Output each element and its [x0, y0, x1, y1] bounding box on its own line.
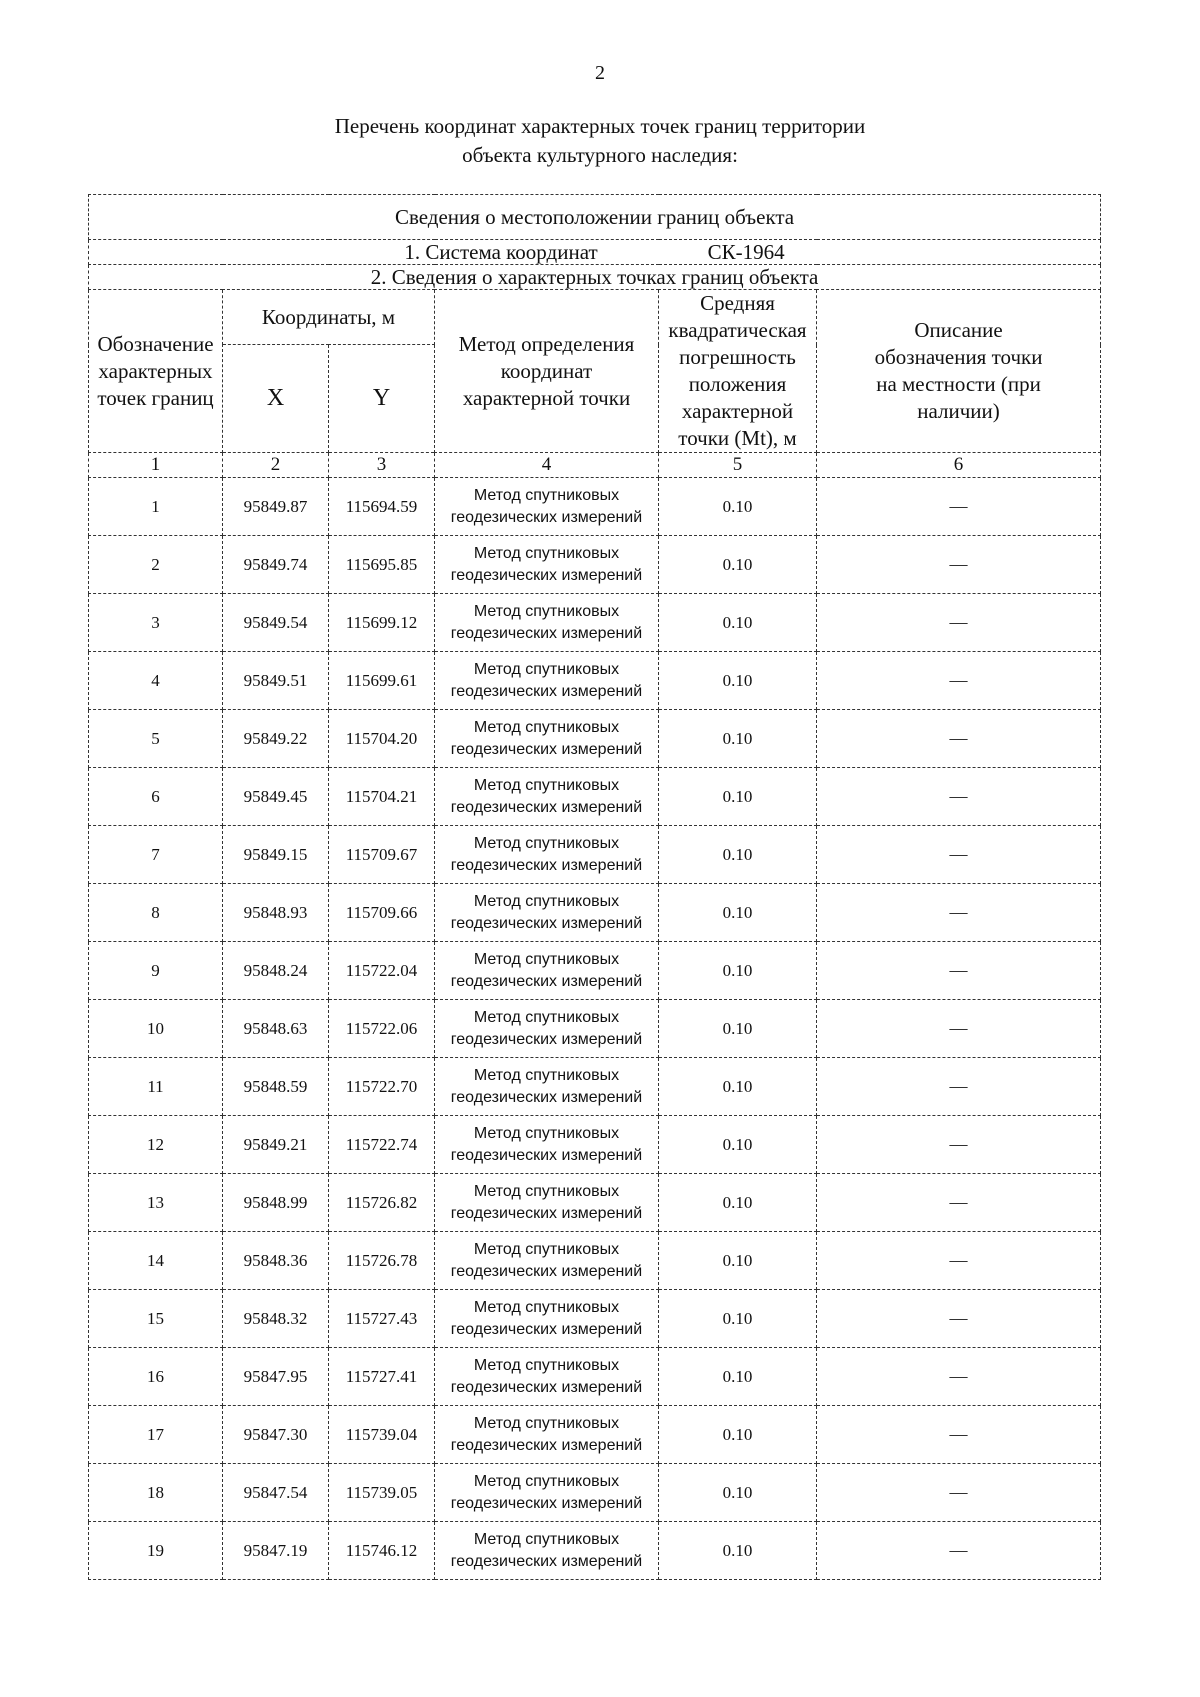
- table-row: [89, 942, 1101, 1000]
- column-number: 5: [659, 453, 817, 478]
- column-number: 1: [89, 453, 223, 478]
- mean-square-error: 0.10: [659, 1116, 817, 1174]
- method-cell: [435, 478, 659, 536]
- table-row: [89, 1522, 1101, 1580]
- method-line: Метод спутниковых: [473, 1298, 620, 1316]
- coordinate-system-value: СК-1964: [707, 240, 785, 264]
- method-line: геодезических измерений: [450, 1146, 643, 1164]
- column-number: 2: [223, 453, 329, 478]
- header-coordinates: Координаты, м: [223, 290, 435, 345]
- header-line: Метод определения: [458, 331, 635, 356]
- mean-square-error: 0.10: [659, 942, 817, 1000]
- coordinate-system-label: 1. Система координат: [404, 240, 598, 264]
- mean-square-error: 0.10: [659, 768, 817, 826]
- method-line: Метод спутниковых: [473, 834, 620, 852]
- coordinates-table: [88, 194, 1101, 1580]
- header-designation: [89, 290, 223, 453]
- header-line: Обозначение: [97, 331, 214, 356]
- point-description: —: [817, 1406, 1101, 1464]
- method-cell: [435, 652, 659, 710]
- method-line: геодезических измерений: [450, 740, 643, 758]
- point-description: —: [817, 1058, 1101, 1116]
- method-line: геодезических измерений: [450, 798, 643, 816]
- point-description: —: [817, 1116, 1101, 1174]
- mean-square-error: 0.10: [659, 710, 817, 768]
- mean-square-error: 0.10: [659, 1522, 817, 1580]
- coord-y: 115727.43: [329, 1290, 435, 1348]
- coord-y: 115722.04: [329, 942, 435, 1000]
- point-number: 12: [89, 1116, 223, 1174]
- method-line: Метод спутниковых: [473, 486, 620, 504]
- method-line: геодезических измерений: [450, 508, 643, 526]
- table-row: [89, 536, 1101, 594]
- mean-square-error: 0.10: [659, 536, 817, 594]
- point-number: 11: [89, 1058, 223, 1116]
- point-number: 1: [89, 478, 223, 536]
- header-line: обозначения точки: [874, 345, 1043, 369]
- point-number: 3: [89, 594, 223, 652]
- point-description: —: [817, 1522, 1101, 1580]
- method-line: геодезических измерений: [450, 856, 643, 874]
- table-row: [89, 1116, 1101, 1174]
- column-number: 4: [435, 453, 659, 478]
- method-line: геодезических измерений: [450, 1494, 643, 1512]
- table-row: [89, 652, 1101, 710]
- mean-square-error: 0.10: [659, 1406, 817, 1464]
- coord-x: 95849.45: [223, 768, 329, 826]
- method-line: Метод спутниковых: [473, 1356, 620, 1374]
- point-number: 2: [89, 536, 223, 594]
- point-description: —: [817, 594, 1101, 652]
- table-row: [89, 1000, 1101, 1058]
- point-description: —: [817, 1464, 1101, 1522]
- method-cell: [435, 1348, 659, 1406]
- coord-x: 95849.15: [223, 826, 329, 884]
- method-line: геодезических измерений: [450, 1204, 643, 1222]
- coord-y: 115722.06: [329, 1000, 435, 1058]
- point-number: 6: [89, 768, 223, 826]
- table-row: [89, 826, 1101, 884]
- method-line: геодезических измерений: [450, 624, 643, 642]
- mean-square-error: 0.10: [659, 478, 817, 536]
- table-row: [89, 1348, 1101, 1406]
- point-number: 13: [89, 1174, 223, 1232]
- table-caption: Сведения о местоположении границ объекта: [89, 195, 1101, 240]
- method-line: геодезических измерений: [450, 972, 643, 990]
- table-row: [89, 1290, 1101, 1348]
- method-line: Метод спутниковых: [473, 544, 620, 562]
- coord-y: 115726.78: [329, 1232, 435, 1290]
- method-line: геодезических измерений: [450, 914, 643, 932]
- header-line: Описание: [914, 318, 1003, 342]
- coord-x: 95848.36: [223, 1232, 329, 1290]
- mean-square-error: 0.10: [659, 1290, 817, 1348]
- coord-y: 115746.12: [329, 1522, 435, 1580]
- coord-x: 95847.30: [223, 1406, 329, 1464]
- point-number: 14: [89, 1232, 223, 1290]
- method-cell: [435, 884, 659, 942]
- method-line: Метод спутниковых: [473, 1414, 620, 1432]
- point-description: —: [817, 768, 1101, 826]
- coord-x: 95848.63: [223, 1000, 329, 1058]
- header-line: точек границ: [97, 385, 214, 410]
- method-cell: [435, 1174, 659, 1232]
- point-number: 15: [89, 1290, 223, 1348]
- coord-x: 95847.54: [223, 1464, 329, 1522]
- header-line: характерной: [681, 399, 794, 423]
- coord-x: 95848.32: [223, 1290, 329, 1348]
- coord-x: 95848.59: [223, 1058, 329, 1116]
- method-cell: [435, 710, 659, 768]
- header-y: Y: [329, 345, 435, 453]
- method-line: Метод спутниковых: [473, 1472, 620, 1490]
- header-line: квадратическая: [668, 318, 807, 342]
- page-number: 2: [595, 62, 605, 84]
- method-line: Метод спутниковых: [473, 1124, 620, 1142]
- coord-y: 115727.41: [329, 1348, 435, 1406]
- method-line: Метод спутниковых: [473, 776, 620, 794]
- table-row: [89, 1058, 1101, 1116]
- method-line: геодезических измерений: [450, 1320, 643, 1338]
- header-line: положения: [688, 372, 787, 396]
- method-line: Метод спутниковых: [473, 718, 620, 736]
- method-line: Метод спутниковых: [473, 660, 620, 678]
- point-description: —: [817, 942, 1101, 1000]
- coord-y: 115739.04: [329, 1406, 435, 1464]
- title-line: Перечень координат характерных точек границ территории: [334, 114, 866, 138]
- point-description: —: [817, 536, 1101, 594]
- mean-square-error: 0.10: [659, 1464, 817, 1522]
- point-number: 10: [89, 1000, 223, 1058]
- coord-y: 115709.67: [329, 826, 435, 884]
- coord-y: 115739.05: [329, 1464, 435, 1522]
- table-row: [89, 768, 1101, 826]
- coord-y: 115709.66: [329, 884, 435, 942]
- method-line: геодезических измерений: [450, 1030, 643, 1048]
- method-line: геодезических измерений: [450, 1436, 643, 1454]
- mean-square-error: 0.10: [659, 594, 817, 652]
- method-cell: [435, 1116, 659, 1174]
- coord-y: 115704.20: [329, 710, 435, 768]
- point-number: 17: [89, 1406, 223, 1464]
- point-number: 4: [89, 652, 223, 710]
- coord-x: 95849.74: [223, 536, 329, 594]
- coord-x: 95849.22: [223, 710, 329, 768]
- method-cell: [435, 1464, 659, 1522]
- point-description: —: [817, 478, 1101, 536]
- coord-x: 95849.54: [223, 594, 329, 652]
- method-line: Метод спутниковых: [473, 892, 620, 910]
- coord-y: 115726.82: [329, 1174, 435, 1232]
- method-cell: [435, 536, 659, 594]
- table-row: [89, 594, 1101, 652]
- coord-y: 115722.74: [329, 1116, 435, 1174]
- coord-x: 95849.21: [223, 1116, 329, 1174]
- coord-x: 95848.93: [223, 884, 329, 942]
- mean-square-error: 0.10: [659, 1058, 817, 1116]
- point-number: 9: [89, 942, 223, 1000]
- table-row: [89, 1174, 1101, 1232]
- method-line: Метод спутниковых: [473, 1066, 620, 1084]
- point-description: —: [817, 1348, 1101, 1406]
- table-row: [89, 710, 1101, 768]
- point-description: —: [817, 1174, 1101, 1232]
- header-x: X: [223, 345, 329, 453]
- method-line: геодезических измерений: [450, 1262, 643, 1280]
- coord-x: 95848.99: [223, 1174, 329, 1232]
- coordinate-system-row: [89, 240, 1101, 265]
- method-cell: [435, 1232, 659, 1290]
- method-line: Метод спутниковых: [473, 602, 620, 620]
- method-line: геодезических измерений: [450, 1378, 643, 1396]
- point-number: 7: [89, 826, 223, 884]
- method-line: Метод спутниковых: [473, 1008, 620, 1026]
- coord-y: 115722.70: [329, 1058, 435, 1116]
- header-line: на местности (при: [876, 372, 1041, 396]
- mean-square-error: 0.10: [659, 652, 817, 710]
- mean-square-error: 0.10: [659, 826, 817, 884]
- method-cell: [435, 1522, 659, 1580]
- document-title: [0, 112, 1200, 170]
- method-cell: [435, 1290, 659, 1348]
- mean-square-error: 0.10: [659, 1232, 817, 1290]
- coord-x: 95847.95: [223, 1348, 329, 1406]
- coord-x: 95849.51: [223, 652, 329, 710]
- coord-y: 115695.85: [329, 536, 435, 594]
- title-line: объекта культурного наследия:: [462, 143, 738, 167]
- header-line: Средняя: [700, 291, 775, 315]
- point-description: —: [817, 1000, 1101, 1058]
- mean-square-error: 0.10: [659, 1000, 817, 1058]
- header-line: характерных: [98, 358, 213, 383]
- method-cell: [435, 826, 659, 884]
- coord-y: 115694.59: [329, 478, 435, 536]
- method-cell: [435, 1058, 659, 1116]
- point-number: 16: [89, 1348, 223, 1406]
- method-cell: [435, 768, 659, 826]
- method-cell: [435, 594, 659, 652]
- table-row: [89, 1406, 1101, 1464]
- method-line: геодезических измерений: [450, 1552, 643, 1570]
- point-description: —: [817, 884, 1101, 942]
- table-row: [89, 1464, 1101, 1522]
- header-error: [659, 290, 817, 453]
- method-cell: [435, 1406, 659, 1464]
- method-line: Метод спутниковых: [473, 950, 620, 968]
- point-number: 19: [89, 1522, 223, 1580]
- method-line: геодезических измерений: [450, 566, 643, 584]
- method-line: Метод спутниковых: [473, 1182, 620, 1200]
- header-description: [817, 290, 1101, 453]
- coord-x: 95847.19: [223, 1522, 329, 1580]
- coord-y: 115704.21: [329, 768, 435, 826]
- method-line: Метод спутниковых: [473, 1240, 620, 1258]
- header-method: [435, 290, 659, 453]
- header-line: координат: [500, 358, 593, 383]
- mean-square-error: 0.10: [659, 1174, 817, 1232]
- column-number: 6: [817, 453, 1101, 478]
- mean-square-error: 0.10: [659, 1348, 817, 1406]
- header-line: погрешность: [679, 345, 796, 369]
- coord-y: 115699.12: [329, 594, 435, 652]
- table-row: [89, 478, 1101, 536]
- column-number: 3: [329, 453, 435, 478]
- method-line: Метод спутниковых: [473, 1530, 620, 1548]
- point-number: 18: [89, 1464, 223, 1522]
- header-line: точки (Mt), м: [678, 426, 797, 450]
- point-number: 5: [89, 710, 223, 768]
- coord-y: 115699.61: [329, 652, 435, 710]
- header-line: наличии): [917, 399, 1000, 423]
- section-2-label: 2. Сведения о характерных точках границ объекта: [89, 265, 1101, 290]
- method-cell: [435, 942, 659, 1000]
- method-line: геодезических измерений: [450, 682, 643, 700]
- point-description: —: [817, 1290, 1101, 1348]
- header-line: характерной точки: [462, 385, 631, 410]
- point-description: —: [817, 652, 1101, 710]
- method-cell: [435, 1000, 659, 1058]
- point-description: —: [817, 710, 1101, 768]
- method-line: геодезических измерений: [450, 1088, 643, 1106]
- coord-x: 95849.87: [223, 478, 329, 536]
- table-row: [89, 884, 1101, 942]
- point-number: 8: [89, 884, 223, 942]
- mean-square-error: 0.10: [659, 884, 817, 942]
- point-description: —: [817, 826, 1101, 884]
- point-description: —: [817, 1232, 1101, 1290]
- table-row: [89, 1232, 1101, 1290]
- coord-x: 95848.24: [223, 942, 329, 1000]
